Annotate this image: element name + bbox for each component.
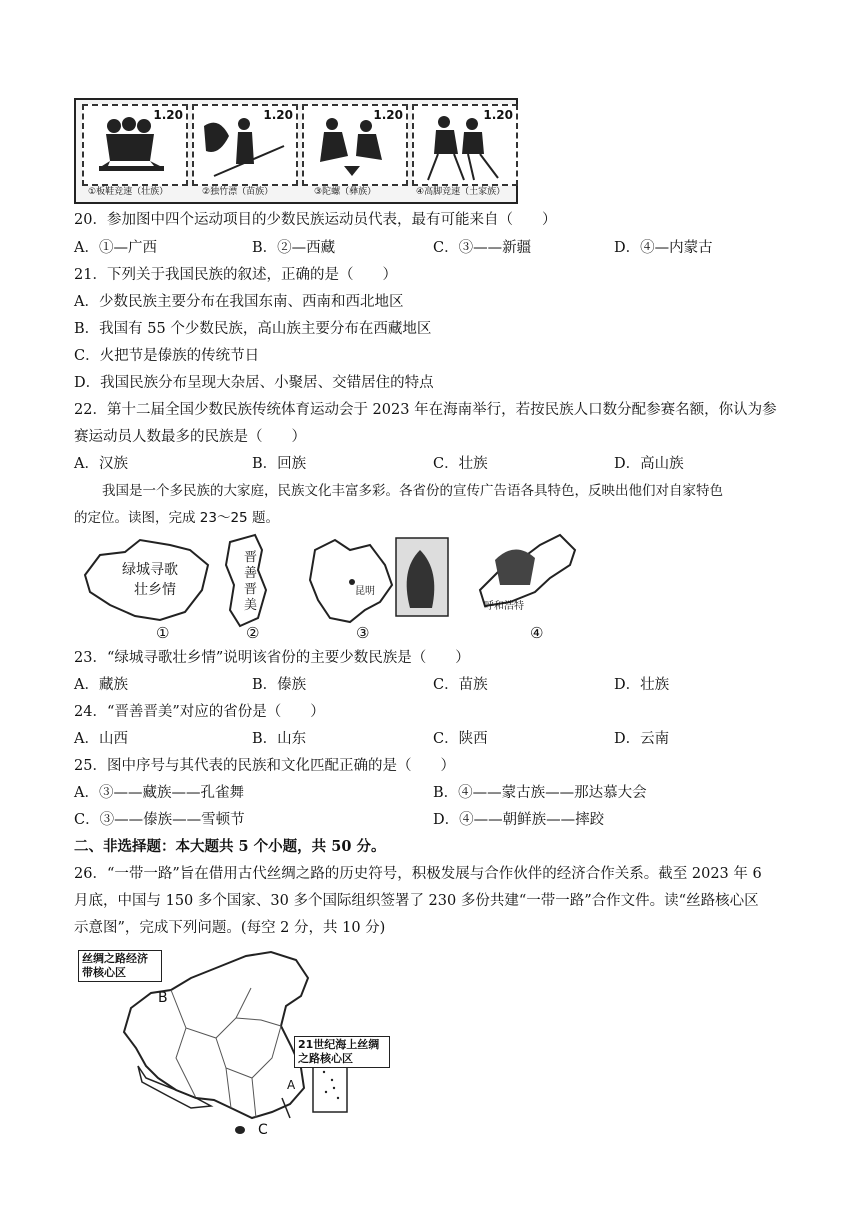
stamp-caption-1: ①板鞋竞速（壮族） xyxy=(88,187,169,197)
question-21-option-b[interactable]: B．我国有 55 个少数民族，高山族主要分布在西藏地区 xyxy=(74,321,432,337)
stamp-4 xyxy=(412,104,518,186)
question-25-option-b[interactable]: B．④——蒙古族——那达慕大会 xyxy=(433,785,647,801)
stamp-caption-4: ④高脚竞速（土家族） xyxy=(416,187,506,197)
province-label-2: ② xyxy=(246,624,260,642)
map-label-a: A xyxy=(287,1078,296,1092)
stamp-price: 1.20 xyxy=(373,108,403,122)
stamp-caption-2: ②独竹漂（苗族） xyxy=(202,187,274,197)
stamp-price: 1.20 xyxy=(263,108,293,122)
question-25-option-a[interactable]: A．③——藏族——孔雀舞 xyxy=(74,785,244,801)
maritime-label-line1: 21世纪海上丝绸 xyxy=(298,1038,380,1051)
question-20-option-a[interactable]: A．①—广西 xyxy=(74,240,157,256)
section-2-title: 二、非选择题：本大题共 5 个小题，共 50 分。 xyxy=(74,838,386,855)
question-21-stem: 21．下列关于我国民族的叙述，正确的是（ ） xyxy=(74,267,397,283)
horse-rider-image xyxy=(495,549,535,585)
question-24-option-d[interactable]: D．云南 xyxy=(614,731,670,747)
guangxi-slogan-line2: 壮乡情 xyxy=(134,582,176,598)
kunming-label: 昆明 xyxy=(355,586,375,597)
question-22-option-c[interactable]: C．壮族 xyxy=(433,456,488,472)
question-25-option-c[interactable]: C．③——傣族——雪顿节 xyxy=(74,812,245,828)
question-23-option-b[interactable]: B．傣族 xyxy=(252,677,307,693)
question-23-stem: 23．“绿城寻歌壮乡情”说明该省份的主要少数民族是（ ） xyxy=(74,650,470,666)
hainan-island xyxy=(235,1126,245,1134)
stamp-price: 1.20 xyxy=(483,108,513,122)
question-26-line1: 26．“一带一路”旨在借用古代丝绸之路的历史符号，积极发展与合作伙伴的经济合作关系。截至 2023 年 6 xyxy=(74,866,762,882)
province-label-3: ③ xyxy=(356,624,370,642)
province-label-1: ① xyxy=(156,624,170,642)
stamp-2 xyxy=(192,104,298,186)
question-20-option-c[interactable]: C．③——新疆 xyxy=(433,240,532,256)
stamp-caption-3: ③陀螺（彝族） xyxy=(314,187,377,197)
question-22-option-b[interactable]: B．回族 xyxy=(252,456,307,472)
question-24-option-b[interactable]: B．山东 xyxy=(252,731,307,747)
question-26-line3: 示意图”，完成下列问题。(每空 2 分，共 10 分) xyxy=(74,920,386,936)
question-20-option-d[interactable]: D．④—内蒙古 xyxy=(614,240,713,256)
silk-road-economic-belt-label-box xyxy=(78,950,162,982)
silk-road-belt-label-line2: 带核心区 xyxy=(82,966,126,979)
maritime-label-line2: 之路核心区 xyxy=(298,1052,353,1065)
question-25-option-d[interactable]: D．④——朝鲜族——摔跤 xyxy=(433,812,605,828)
map-label-c: C xyxy=(258,1122,268,1138)
question-24-option-a[interactable]: A．山西 xyxy=(74,731,128,747)
question-23-option-d[interactable]: D．壮族 xyxy=(614,677,670,693)
question-22-stem-line2: 赛运动员人数最多的民族是（ ） xyxy=(74,429,306,445)
province-label-4: ④ xyxy=(530,624,544,642)
shanxi-slogan: 晋善晋美 xyxy=(244,550,258,613)
hohhot-label: 呼和浩特 xyxy=(484,601,524,612)
question-24-stem: 24．“晋善晋美”对应的省份是（ ） xyxy=(74,704,325,720)
guangxi-slogan-line1: 绿城寻歌 xyxy=(122,562,178,578)
question-22-stem-line1: 22．第十二届全国少数民族传统体育运动会于 2023 年在海南举行，若按民族人口数分配参赛名额，你认为参 xyxy=(74,402,777,418)
question-21-option-d[interactable]: D．我国民族分布呈现大杂居、小聚居、交错居住的特点 xyxy=(74,375,434,391)
silk-road-belt-label-line1: 丝绸之路经济 xyxy=(82,952,148,965)
stamp-1 xyxy=(82,104,188,186)
intro-paragraph-line1: 我国是一个多民族的大家庭，民族文化丰富多彩。各省份的宣传广告语各具特色，反映出他们对自家特色 xyxy=(102,483,723,499)
question-22-option-d[interactable]: D．高山族 xyxy=(614,456,684,472)
question-23-option-c[interactable]: C．苗族 xyxy=(433,677,488,693)
question-24-option-c[interactable]: C．陕西 xyxy=(433,731,488,747)
map-label-b: B xyxy=(158,990,168,1006)
question-21-option-c[interactable]: C．火把节是傣族的传统节日 xyxy=(74,348,260,364)
question-20-option-b[interactable]: B．②—西藏 xyxy=(252,240,336,256)
stamp-3 xyxy=(302,104,408,186)
intro-paragraph-line2: 的定位。读图，完成 23～25 题。 xyxy=(74,510,279,526)
stamp-strip-image xyxy=(74,98,518,204)
question-23-option-a[interactable]: A．藏族 xyxy=(74,677,128,693)
question-20-stem: 20．参加图中四个运动项目的少数民族运动员代表，最有可能来自（ ） xyxy=(74,212,557,228)
question-25-stem: 25．图中序号与其代表的民族和文化匹配正确的是（ ） xyxy=(74,758,455,774)
question-26-line2: 月底，中国与 150 多个国家、30 多个国际组织签署了 230 多份共建“一带一路”合作文件。读“丝路核心区 xyxy=(74,893,759,909)
question-21-option-a[interactable]: A．少数民族主要分布在我国东南、西南和西北地区 xyxy=(74,294,404,310)
question-22-option-a[interactable]: A．汉族 xyxy=(74,456,128,472)
maritime-silk-road-label-box xyxy=(294,1036,390,1068)
stamp-price: 1.20 xyxy=(153,108,183,122)
